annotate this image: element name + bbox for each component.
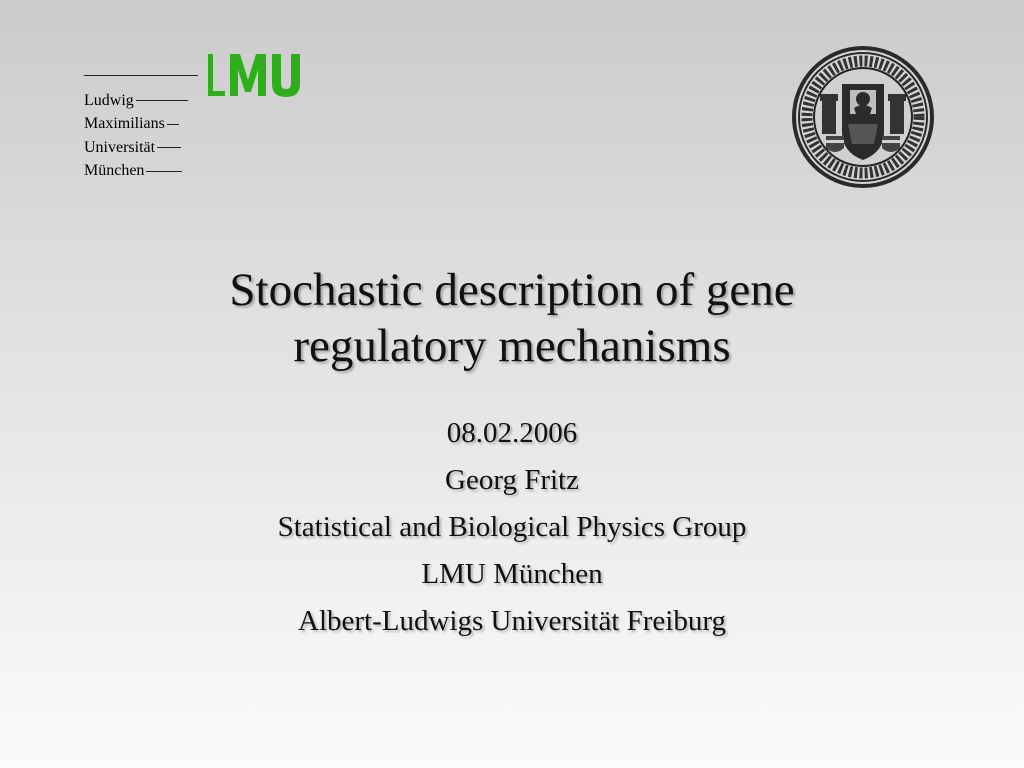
research-group: Statistical and Biological Physics Group: [277, 511, 747, 543]
slide-title: [112, 262, 912, 374]
university-seal-icon: [790, 44, 936, 190]
logo-text-universitaet: Universität: [84, 138, 156, 156]
lmu-mark: [208, 52, 322, 100]
logo-text-ludwig: Ludwig: [84, 91, 134, 109]
presentation-date: 08.02.2006: [446, 417, 578, 449]
logo-line-ludwig: [84, 89, 188, 113]
logo-rule: [167, 124, 179, 125]
title-line-2: regulatory mechanisms: [293, 320, 731, 372]
logo-rule: [146, 171, 182, 172]
logo-line-maximilians: [84, 113, 188, 137]
affiliation-freiburg: Albert-Ludwigs Universität Freiburg: [298, 605, 726, 637]
lmu-logo: [84, 52, 334, 182]
slide-subtitle: [112, 410, 912, 645]
logo-text-muenchen: München: [84, 162, 145, 180]
logo-line-muenchen: [84, 160, 188, 184]
logo-line-universitaet: [84, 136, 188, 160]
author-name: Georg Fritz: [445, 464, 579, 496]
logo-rule: [136, 100, 188, 101]
logo-top-rule: [84, 75, 198, 76]
affiliation-lmu: LMU München: [421, 558, 603, 590]
title-line-1: Stochastic description of gene: [229, 264, 795, 316]
logo-text-maximilians: Maximilians: [84, 115, 165, 133]
logo-rule: [157, 147, 181, 148]
